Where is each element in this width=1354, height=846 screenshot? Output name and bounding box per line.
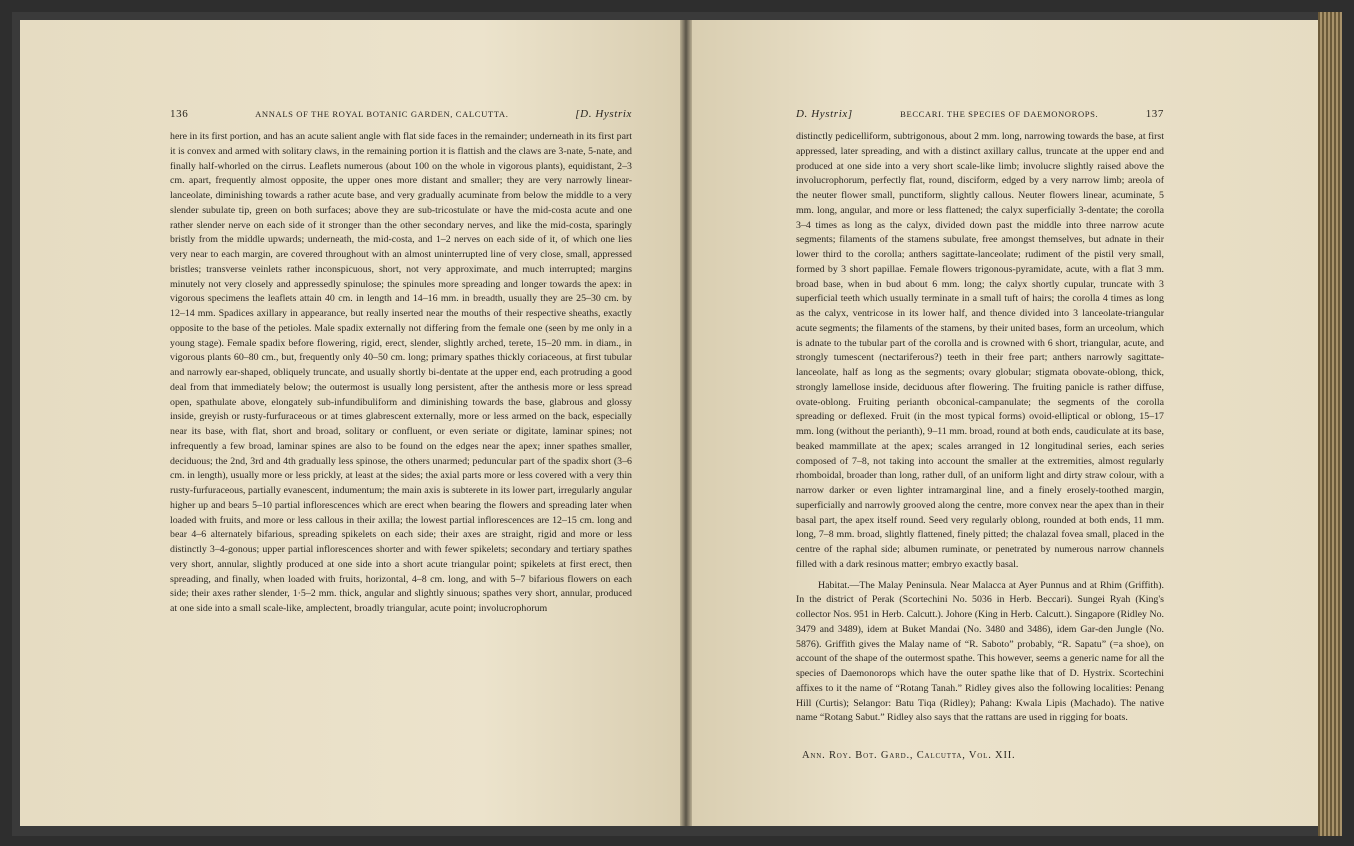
running-head: BECCARI. THE SPECIES OF DAEMONOROPS. (900, 109, 1099, 119)
right-page (692, 20, 1334, 826)
page-edges (1318, 12, 1342, 836)
right-page-header (796, 108, 1164, 120)
running-head: ANNALS OF THE ROYAL BOTANIC GARDEN, CALCUTTA. (255, 109, 509, 119)
journal-footer: Ann. Roy. Bot. Gard., Calcutta, Vol. XII. (802, 750, 1016, 761)
page-number: 136 (170, 108, 189, 120)
page-number: 137 (1145, 108, 1164, 120)
left-page (20, 20, 680, 826)
taxon-head: D. Hystrix] (796, 108, 853, 120)
taxon-head: [D. Hystrix (575, 108, 632, 120)
right-page-body (796, 130, 1164, 726)
body-paragraph: distinctly pedicelliform, subtrigonous, about 2 mm. long, narrowing towards the base, at first appressed, later spreading, and with a distinct axillary callus, truncate at the upper end and produced at one side into a very short scale-like limb; involucre slightly raised above the involucrophorum, perfectly flat, round, disciform, edged by a very narrow limb; areola of the neuter flower small, punctiform, slightly callous. Neuter flowers linear, acuminate, 5 mm. long, angular, and more or less flattened; the calyx superficially 3-dentate; the corolla 3–4 times as long as the calyx, divided down past the middle into three narrow acute segments; filaments of the stamens subulate, free amongst themselves, but adnate in their lower third to the corolla; anthers sagittate-lanceolate; rudiment of the pistil very small, formed by 3 short papillae. Female flowers trigonous-pyramidate, acute, with a flat 3 mm. broad base, when in bud about 6 mm. long; the calyx shortly cupular, truncate with 3 superficial teeth which usually terminate in a small tuft of hairs; the corolla 4 times as long as the calyx, ventricose in its lower half, and thence divided into 3 lanceolate-triangular acute segments; the filaments of the stamens, by their united bases, form an urceolum, which is adnate to the tubular part of the corolla and is crowned with 6 short, triangular, acute, and strongly tumescent (nectariferous?) teeth in their free part; anthers narrowly sagittate-lanceolate, half as long as the segments; ovary globular; stigmata obovate-oblong, thick, strongly lamellose inside, deciduous after flowering. The fruiting panicle is rather diffuse, ovate-oblong. Fruiting perianth obconical-campanulate; the segments of the corolla spreading or deflexed. Fruit (in the most typical forms) ovoid-elliptical or oblong, 15–17 mm. long (without the perianth), 9–11 mm. broad, round at both ends, caudiculate at its base, beaked mammillate at the apex; scales arranged in 12 longitudinal series, each series composed of 7–8, not taking into account the smaller at the extremities, almost regularly rhomboidal, broader than long, rather dull, of an uniform light and dirty straw colour, with a narrow darker or even lighter intramarginal line, and a finely erosely-toothed margin, superficially and narrowly grooved along the centre, more convex near the apex than in their basal part, the apex itself round. Seed very regularly oblong, rounded at both ends, 11 mm. long, 7–8 mm. broad, slightly flattened, finely pitted; the chalazal fovea small, placed in the centre of the raphal side; albumen ruminate, or penetrated by numerous narrow channels filled with a dark resinous matter; embryo exactly basal. (796, 131, 1164, 570)
book-gutter (680, 20, 692, 826)
left-page-header (170, 108, 632, 120)
habitat-paragraph: Habitat.—The Malay Peninsula. Near Malacca at Ayer Punnus and at Rhim (Griffith). In the district of Perak (Scortechini No. 5036 in Herb. Beccari). Sungei Ryah (King's collector Nos. 951 in Herb. Calcutt.). Johore (King in Herb. Calcutt.). Singapore (Ridley No. 3479 and 3489), idem at Buket Mandai (No. 3480 and 3486), idem Gar-den Jungle (No. 5876). Griffith gives the Malay name of “R. Saboto” probably, “R. Sapatu” (=a shoe), on account of the shape of the outermost spathe. This however, seems a generic name for all the species of Daemonorops which have the outer spathe like that of D. Hystrix. Scortechini affixes to it the name of “Rotang Tanah.” Ridley gives also the following localities: Penang Hill (Curtis); Selangor: Batu Tiqa (Ridley); Pahang: Kwala Lipis (Machado). The native name “Rotang Sabut.” Ridley also says that the rattans are used in rigging for boats. (796, 579, 1164, 724)
open-book (12, 12, 1342, 836)
body-paragraph: here in its first portion, and has an acute salient angle with flat side faces in the remainder; underneath in its first part it is convex and armed with solitary claws, in the remaining portion it is flattish and the claws are 3-nate, 5-nate, and finally half-whorled on the cirrus. Leaflets numerous (about 100 on the whole in vigorous plants), equidistant, 2–3 cm. apart, frequently almost opposite, the upper ones more distant and smaller; they are very narrowly linear-lanceolate, diminishing towards a rather acute base, and very gradually acuminate from below the middle to a very slender subulate tip, green on both surfaces; above they are sub-tricostulate or have the mid-costa acute and one rather slender nerve on each side of it stronger than the other secondary nerves, and like the mid-costa, sparingly bristly from the middle upwards; underneath, the mid-costa, and 1–2 nerves on each side of it, of which one lies very near to each margin, are covered throughout with an almost uninterrupted line of very close, small, appressed bristles; transverse veinlets rather inconspicuous, short, not very approximate, and much interrupted; margins minutely not very closely and appressedly spinulose; the spinules more spreading and longer towards the apex: in vigorous specimens the leaflets attain 40 cm. in length and 14–16 mm. in breadth, usually they are 25–30 cm. by 12–14 mm. Spadices axillary in appearance, but really inserted near the mouths of their respective sheaths, exactly opposite to the base of the petioles. Male spadix externally not differing from the female one (seen by me only in a young stage). Female spadix before flowering, rigid, erect, slender, slightly arched, terete, 15–20 mm. in diam., in vigorous plants 60–80 cm., but, frequently only 40–50 cm. long; primary spathes thickly coriaceous, at first tubular and narrowly ear-shaped, obliquely truncate, and usually shortly bi-dentate at the upper end, each protruding a good deal from that immediately below; the outermost is usually long persistent, after the anthesis more or less spread open, spathulate above, elongately sub-infundibuliform and diminishing towards the base, glabrous and glossy inside, greyish or rusty-furfuraceous or at times glabrescent externally, more or less armed on the back, especially near its base, with flat, short and broad, solitary or confluent, or even seriate or digitate, laminar spines; not infrequently a few broad, laminar spines are also to be found on the edges near the apex; inner spathes smaller, deciduous; the 2nd, 3rd and 4th gradually less spinose, the others unarmed; peduncular part of the spadix short (3–6 cm. in length), usually more or less prickly, at least at the sides; the axial parts more or less covered with a very thin rusty-furfuraceous, partially evanescent, indumentum; the main axis is subterete in its lower part, irregularly angular higher up and bears 5–10 partial inflorescences which are erect when bearing the flowers and spreading later when loaded with fruits, and more or less callous in their axilla; the lowest partial inflorescences are 12–15 cm. long and bear 4–6 alternately bifarious, spreading spikelets on each side; their axes are straight, rigid and more or less distinctly 3–4-gonous; upper partial inflorescences shorter and with fewer spikelets; secondary and tertiary spathes very short, annular, slightly produced at one side into a short acute triangular point; spikelets at first erect, then spreading, and finally, when loaded with fruits, horizontal, 4–8 cm. long, and with 5–7 bifarious flowers on each side; their axes rather slender, 1·5–2 mm. thick, angular and slightly sinuous; spathes very short, annular, produced at one side into a small scale-like, amplectent, broadly triangular, acute point; involucrophorum (170, 131, 632, 614)
left-page-body (170, 130, 632, 617)
